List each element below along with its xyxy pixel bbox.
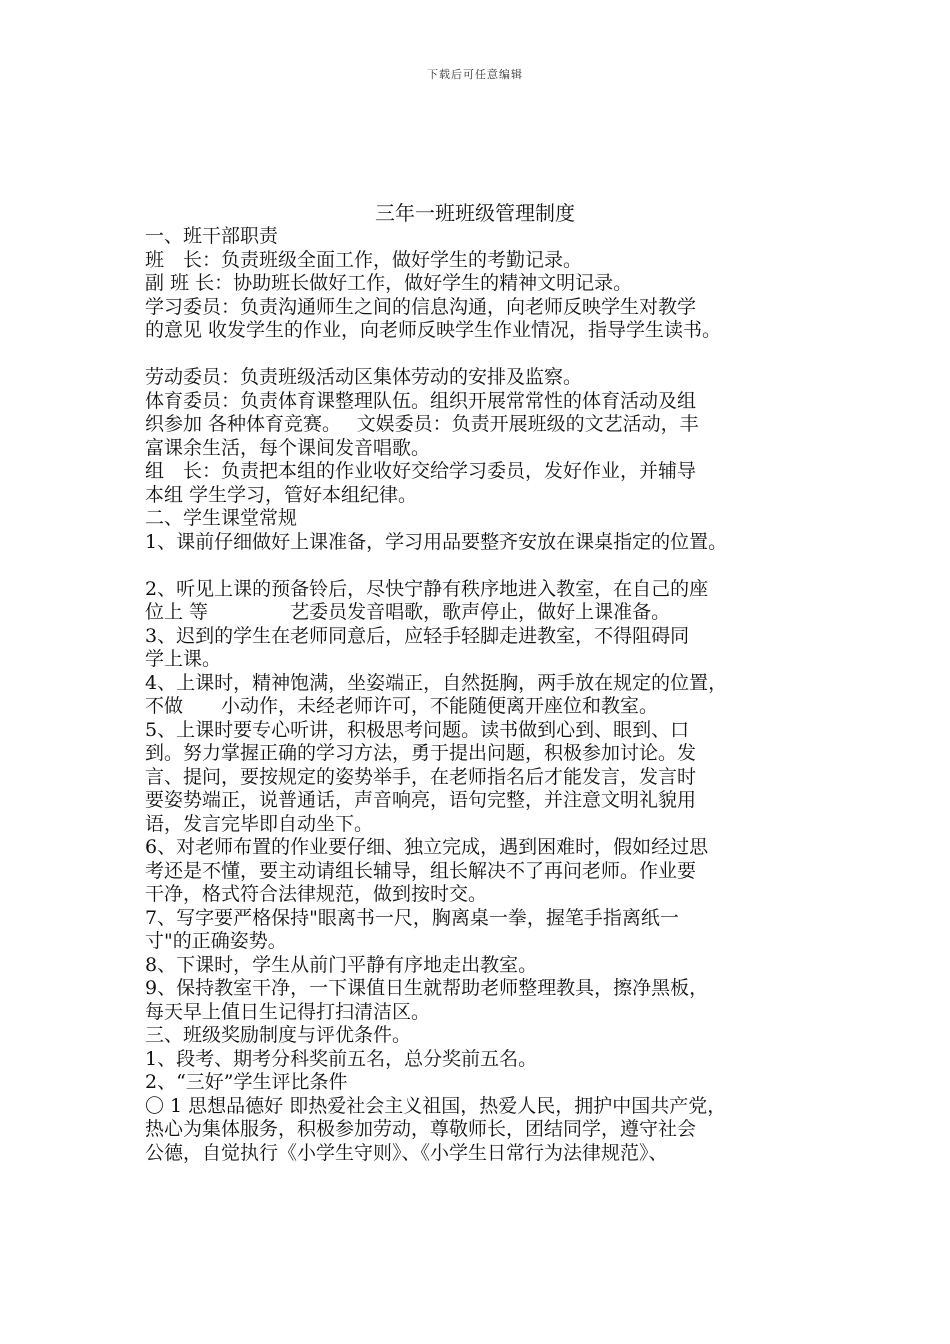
header-note: 下载后可任意编辑 [427,68,523,81]
text-line: 2、“三好”学生评比条件 [145,1071,348,1093]
blank-line [145,343,835,367]
text-line: 组 长：负责把本组的作业收好交给学习委员，发好作业，并辅导 [145,460,697,482]
text-line: 干净，格式符合法律规范，做到按时交。 [145,883,488,905]
text-line: 体育委员：负责体育课整理队伍。组织开展常常性的体育活动及组 [145,389,697,412]
text-line: 8、下课时，学生从前门平静有序地走出教室。 [145,953,538,976]
section-heading: 一、班干部职责 [145,225,279,247]
text-line: 到。努力掌握正确的学习方法，勇于提出问题，积极参加讨论。发 [145,742,697,764]
document-title: 三年一班班级管理制度 [375,201,575,225]
text-line: 9、保持教室干净，一下课值日生就帮助老师整理教具，擦净黑板， [145,977,709,999]
text-line: 考还是不懂，要主动请组长辅导，组长解决不了再问老师。作业要 [145,859,697,882]
text-line: 学上课。 [145,648,222,670]
text-line: 2、听见上课的预备铃后，尽快宁静有秩序地进入教室，在自己的座 [145,577,709,600]
text-line: 每天早上值日生记得打扫清洁区。 [145,1000,431,1023]
section-heading: 二、学生课堂常规 [145,507,298,529]
text-line: 副 班 长：协助班长做好工作，做好学生的精神文明记录。 [145,272,633,294]
text-line: 公德，自觉执行《小学生守则》、《小学生日常行为法律规范》、 [145,1141,668,1164]
text-line: 本组 学生学习，管好本组纪律。 [145,483,418,506]
text-line: 〇 1 思想品德好 即热爱社会主义祖国，热爱人民，拥护中国共产党， [145,1094,727,1117]
text-line: 1、段考、期考分科奖前五名，总分奖前五名。 [145,1047,538,1070]
text-line: 3、迟到的学生在老师同意后，应轻手轻脚走进教室，不得阻碍同 [145,624,690,647]
document-body [145,225,835,1165]
text-line: 班 长：负责班级全面工作，做好学生的考勤记录。 [145,248,583,271]
text-line: 寸"的正确姿势。 [145,930,287,952]
text-line: 位上 等 艺委员发音唱歌，歌声停止，做好上课准备。 [145,601,671,623]
text-line: 织参加 各种体育竞赛。 文娱委员：负责开展班级的文艺活动，丰 [145,413,699,435]
text-line: 的意见 收发学生的作业，向老师反映学生作业情况，指导学生读书。 [145,319,722,341]
text-line: 言、提问，要按规定的姿势举手，在老师指名后才能发言，发言时 [145,765,697,788]
text-line: 5、上课时要专心听讲，积极思考问题。读书做到心到、眼到、口 [145,718,690,741]
text-line: 要姿势端正，说普通话，声音响亮，语句完整，并注意文明礼貌用 [145,789,697,811]
text-line: 学习委员：负责沟通师生之间的信息沟通，向老师反映学生对教学 [145,295,697,318]
blank-line [145,554,835,578]
text-line: 语，发言完毕即自动坐下。 [145,812,374,835]
text-line: 富课余生活，每个课间发音唱歌。 [145,436,431,459]
text-line: 不做 小动作，未经老师许可，不能随便离开座位和教室。 [145,695,659,717]
text-line: 6、对老师布置的作业要仔细、独立完成，遇到困难时，假如经过思 [145,836,709,858]
text-line: 热心为集体服务，积极参加劳动，尊敬师长，团结同学，遵守社会 [145,1118,697,1140]
text-line: 7、写字要严格保持"眼离书一尺，胸离桌一拳，握笔手指离纸一 [145,906,679,929]
section-heading: 三、班级奖励制度与评优条件。 [145,1024,412,1046]
text-line: 4、上课时，精神饱满，坐姿端正，自然挺胸，两手放在规定的位置， [145,671,728,694]
text-line: 劳动委员：负责班级活动区集体劳动的安排及监察。 [145,366,583,388]
text-line: 1、课前仔细做好上课准备，学习用品要整齐安放在课桌指定的位置。 [145,530,728,553]
